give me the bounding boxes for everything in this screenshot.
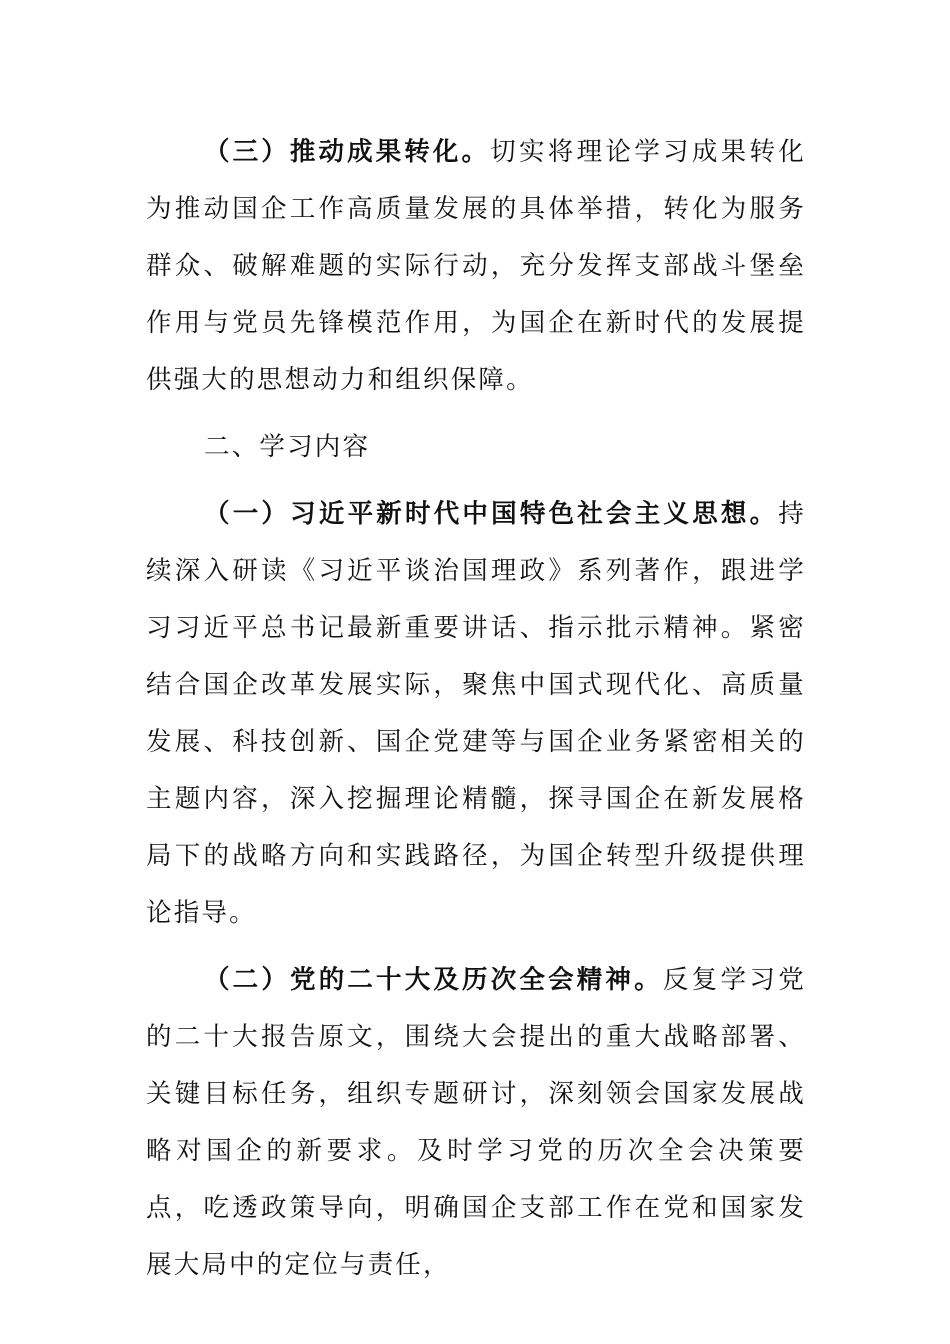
paragraph-xi-thought [146, 486, 806, 942]
paragraph-lead: （二）党的二十大及历次全会精神。 [204, 965, 663, 995]
paragraph-promote-results [146, 124, 806, 409]
paragraph-text: 切实将理论学习成果转化为推动国企工作高质量发展的具体举措，转化为服务群众、破解难题的实际行动，充分发挥支部战斗堡垒作用与党员先锋模范作用，为国企在新时代的发展提供强大的思想动力和组织保障。 [146, 137, 806, 395]
paragraph-text: 反复学习党的二十大报告原文，围绕大会提出的重大战略部署、关键目标任务，组织专题研讨，深刻领会国家发展战略对国企的新要求。及时学习党的历次全会决策要点，吃透政策导向，明确国企支部工作在党和国家发展大局中的定位与责任， [146, 965, 806, 1280]
paragraph-lead: （三）推动成果转化。 [204, 137, 491, 167]
paragraph-lead: （一）习近平新时代中国特色社会主义思想。 [204, 499, 779, 529]
document-body [146, 124, 806, 1304]
paragraph-party-congress [146, 952, 806, 1294]
section-heading-text: 二、学习内容 [204, 432, 371, 462]
paragraph-text: 持续深入研读《习近平谈治国理政》系列著作，跟进学习习近平总书记最新重要讲话、指示批示精神。紧密结合国企改革发展实际，聚焦中国式现代化、高质量发展、科技创新、国企党建等与国企业务紧密相关的主题内容，深入挖掘理论精髓，探寻国企在新发展格局下的战略方向和实践路径，为国企转型升级提供理论指导。 [146, 499, 806, 928]
section-heading-study-content [146, 419, 806, 476]
